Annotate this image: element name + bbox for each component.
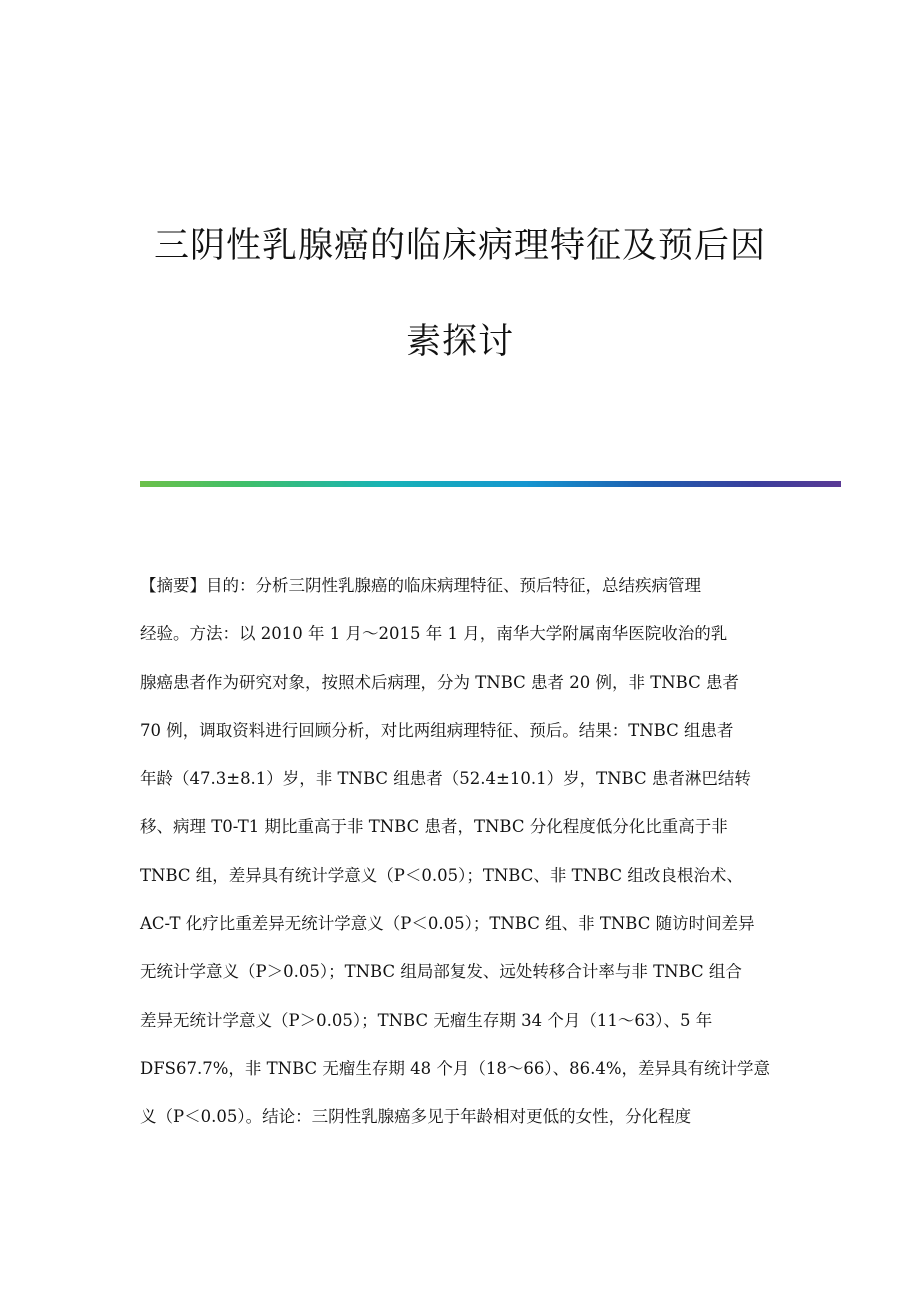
abstract-line: AC-T 化疗比重差异无统计学意义（P＜0.05）；TNBC 组、非 TNBC 随访时间差异	[140, 914, 755, 934]
abstract-line: 年龄（47.3±8.1）岁，非 TNBC 组患者（52.4±10.1）岁，TNBC 患者淋巴结转	[140, 769, 751, 789]
abstract-line: TNBC 组，差异具有统计学意义（P＜0.05）；TNBC、非 TNBC 组改良根治术、	[140, 865, 743, 885]
abstract-line: 腺癌患者作为研究对象，按照术后病理，分为 TNBC 患者 20 例，非 TNBC 患者	[140, 672, 739, 692]
abstract-line: 【摘要】目的：分析三阴性乳腺癌的临床病理特征、预后特征，总结疾病管理	[140, 576, 701, 595]
abstract-line: 经验。方法：以 2010 年 1 月～2015 年 1 月，南华大学附属南华医院收治的乳	[140, 624, 728, 644]
title-divider	[140, 481, 841, 487]
abstract-line: 移、病理 T0-T1 期比重高于非 TNBC 患者，TNBC 分化程度低分化比重高于非	[140, 817, 728, 837]
abstract-line: DFS67.7%，非 TNBC 无瘤生存期 48 个月（18～66）、86.4%，差异具有统计学意	[140, 1058, 771, 1078]
document-title-line-2: 素探讨	[405, 322, 514, 362]
abstract-line: 差异无统计学意义（P＞0.05）；TNBC 无瘤生存期 34 个月（11～63）、5 年	[140, 1010, 713, 1030]
abstract-paragraph	[140, 562, 780, 1142]
abstract-line: 70 例，调取资料进行回顾分析，对比两组病理特征、预后。结果：TNBC 组患者	[140, 720, 734, 740]
abstract-line: 无统计学意义（P＞0.05）；TNBC 组局部复发、远处转移合计率与非 TNBC 组合	[140, 962, 742, 982]
document-title-line-1: 三阴性乳腺癌的临床病理特征及预后因	[153, 226, 766, 266]
abstract-line: 义（P＜0.05）。结论：三阴性乳腺癌多见于年龄相对更低的女性，分化程度	[140, 1107, 692, 1127]
